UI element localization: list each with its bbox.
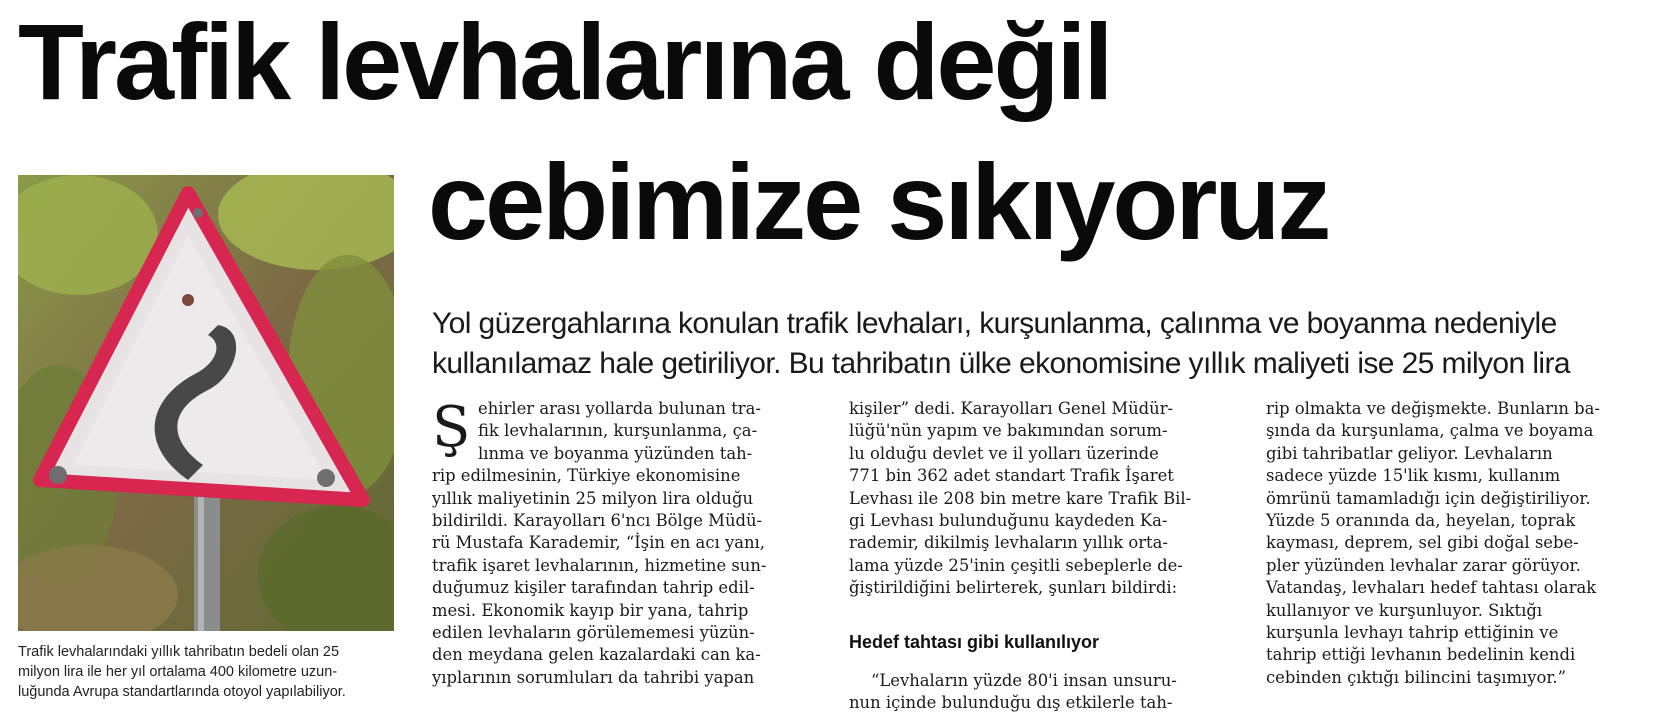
caption-line: Trafik levhalarındaki yıllık tahribatın bedeli olan 25 [18,644,340,660]
body-line: duğumuz kişiler tarafından tahrip edil- [432,578,755,598]
article-column-2 [849,398,1192,600]
body-line: gi Levhası bulunduğunu kaydeden Ka- [849,510,1168,530]
body-line: kurşunla levhayı tahrip ettiğinin ve [1266,622,1559,642]
body-line: “Levhaların yüzde 80'i insan unsuru- [871,671,1177,690]
deck-line: kullanılamaz hale getiriliyor. Bu tahribatın ülke ekonomisine yıllık maliyeti ise 25 milyon lira [432,347,1570,380]
body-line: 771 bin 362 adet standart Trafik İşaret [849,466,1174,486]
body-line: trafik işaret levhalarının, hizmetine sun- [432,555,767,575]
body-line: pler yüzünden levhalar zarar görüyor. [1266,555,1581,575]
caption-line: luğunda Avrupa standartlarında otoyol yapılabiliyor. [18,684,346,700]
headline-line-2: cebimize sıkıyoruz [428,141,1329,262]
body-line: kişiler” dedi. Karayolları Genel Müdür- [849,399,1174,418]
deck-line: Yol güzergahlarına konulan trafik levhaları, kurşunlanma, çalınma ve boyanma nedeniyle [432,307,1557,340]
body-line: lama yüzde 25'inin çeşitli sebeplerle de- [849,555,1183,575]
body-line: rip edilmesinin, Türkiye ekonomisine [432,466,741,486]
body-line: sadece yüzde 15'lik kısmı, kullanım [1266,466,1561,486]
body-line: yıplarının sorumluları da tahribi yapan [432,667,755,687]
body-line: lınma ve boyanma yüzünden tah- [478,443,753,463]
body-line: Levhası ile 208 bin metre kare Trafik Bil- [849,488,1192,508]
article-column-1 [432,395,767,689]
body-line: kullanıyor ve kurşunluyor. Sıktığı [1266,600,1543,620]
photo-caption [18,642,408,702]
body-line: lüğü'nün yapım ve bakımından sorum- [849,421,1168,441]
body-line: Yüzde 5 oranında da, heyelan, toprak [1266,510,1576,530]
body-line: lu olduğu devlet ve il yolları üzerinde [849,443,1159,463]
article-column-3 [1266,398,1606,689]
body-line: rü Mustafa Karademir, “İşin en acı yanı, [432,533,765,553]
body-line: tahrip ettiği levhanın bedelinin kendi [1266,645,1576,665]
body-line: cebinden çıktığı bilincini taşımıyor.” [1266,667,1567,687]
body-line: Vatandaş, levhaları hedef tahtası olarak [1266,578,1597,598]
body-line: bildirildi. Karayolları 6'ncı Bölge Müdü- [432,510,763,530]
traffic-sign-photo [18,175,394,631]
body-line: ömrünü tamamladığı için değiştiriliyor. [1266,488,1591,508]
body-line: rademir, dikilmiş levhaların yıllık orta- [849,533,1168,553]
body-line: yıllık maliyetinin 25 milyon lira olduğu [432,488,754,508]
body-line: fik levhalarının, kurşunlanma, ça- [478,421,758,441]
article-deck [432,304,1662,384]
body-line: şında da kurşunlama, çalma ve boyama [1266,421,1594,441]
article-subheading: Hedef tahtası gibi kullanılıyor [849,632,1100,652]
headline-line-1: Trafik levhalarına değil [18,1,1111,122]
caption-line: milyon lira ile her yıl ortalama 400 kilometre uzun- [18,664,338,680]
body-line: mesi. Ekonomik kayıp bir yana, tahrip [432,600,749,620]
body-line: nun içinde bulunduğu dış etkilerle tah- [849,693,1173,713]
body-line: kayması, deprem, sel gibi doğal sebe- [1266,533,1579,553]
damaged-curve-sign-image [18,175,394,631]
article-column-2-continued [849,670,1177,715]
body-line: gibi tahribatlar geliyor. Levhaların [1266,443,1553,463]
body-line: ehirler arası yollarda bulunan tra- [478,399,761,418]
drop-cap: Ş [432,395,471,460]
body-line: edilen levhaların görülememesi yüzün- [432,622,755,642]
body-line: ğiştirildiğini belirterek, şunları bildirdi: [849,578,1178,598]
body-line: den meydana gelen kazalardaki can ka- [432,645,761,665]
body-line: rip olmakta ve değişmekte. Bunların ba- [1266,399,1600,418]
